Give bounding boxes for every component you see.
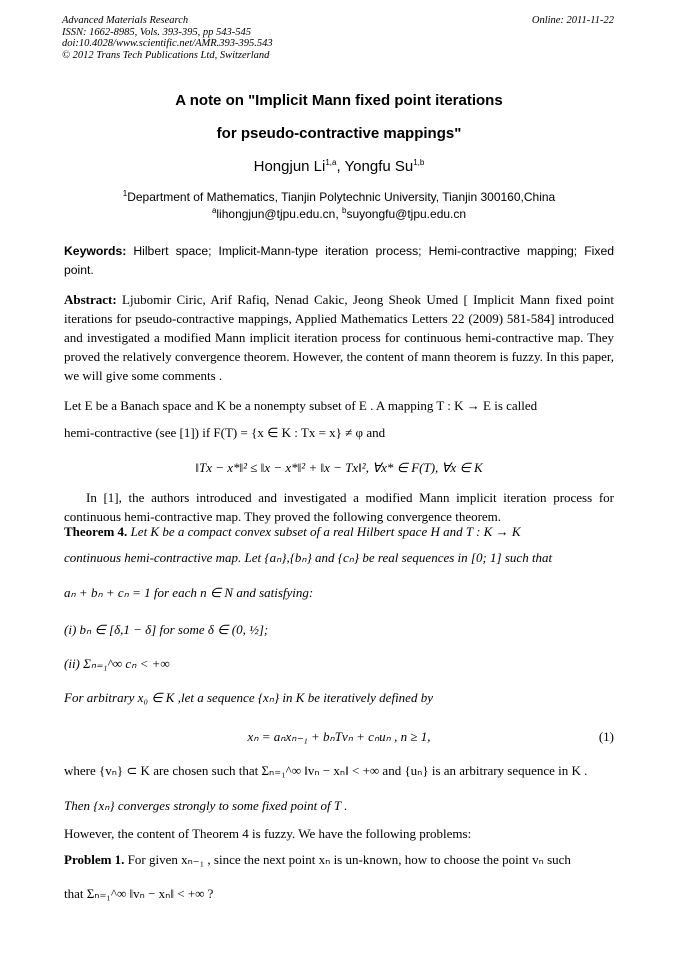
keywords — [64, 242, 614, 280]
emails-line — [0, 207, 678, 221]
abstract-label: Abstract: — [64, 292, 117, 307]
affiliation-sup: 1 — [122, 189, 128, 198]
online-date: Online: 2011-11-22 — [531, 15, 614, 26]
where-line: where {vₙ} ⊂ K are chosen such that Σₙ₌₁^∞ ‖vₙ − xₙ‖ < +∞ and {uₙ} is an arbitrary sequence in K . — [64, 763, 588, 778]
keywords-text: Hilbert space; Implicit-Mann-type iteration process; Hemi-contractive mapping; Fixed point. — [64, 244, 614, 277]
author-separator: , — [336, 158, 345, 175]
theorem-line-1 — [64, 524, 521, 540]
then-line: Then {xₙ} converges strongly to some fixed point of T . — [64, 798, 348, 813]
title-line-1: A note on "Implicit Mann fixed point iterations — [175, 92, 503, 109]
theorem-line-3: aₙ + bₙ + cₙ = 1 for each n ∈ N and satisfying: — [64, 585, 314, 600]
problem-1-line-1 — [64, 852, 571, 868]
email-b-sup: b — [342, 206, 347, 215]
email-b: suyongfu@tjpu.edu.cn — [346, 207, 467, 221]
abstract — [64, 290, 614, 385]
body-para-2: In [1], the authors introduced and investigated a modified Mann implicit iteration process for continuous hemi-contractive map. They proved the following convergence theorem. — [64, 490, 614, 524]
keywords-label: Keywords: — [64, 244, 127, 258]
arbitrary-line: For arbitrary x₀ ∈ K ,let a sequence {xₙ} in K be iteratively defined by — [64, 690, 433, 705]
condition-ii: (ii) Σₙ₌₁^∞ cₙ < +∞ — [64, 656, 170, 671]
problem-1-line-2: that Σₙ₌₁^∞ ‖vₙ − xₙ‖ < +∞ ? — [64, 886, 214, 901]
affiliation-line — [0, 190, 678, 204]
copyright-line: © 2012 Trans Tech Publications Ltd, Switzerland — [62, 49, 270, 61]
problem-label: Problem 1. — [64, 852, 125, 867]
email-a-sup: a — [211, 206, 217, 215]
author-2-sup: 1,b — [413, 158, 425, 167]
doi-line: doi:10.4028/www.scientific.net/AMR.393-395.543 — [62, 38, 273, 49]
hemi-contractive-inequality: ‖Tx − x*‖² ≤ ‖x − x*‖² + ‖x − Tx‖², ∀x* ∈ F(T), ∀x ∈ K — [195, 460, 483, 475]
title-line-2: for pseudo-contractive mappings" — [216, 125, 462, 142]
theorem-line-2: continuous hemi-contractive map. Let {aₙ},{bₙ} and {cₙ} be real sequences in [0; 1] such that — [64, 550, 553, 565]
email-a: lihongjun@tjpu.edu.cn, — [216, 207, 342, 221]
author-1: Hongjun Li — [253, 158, 326, 175]
theorem-label: Theorem 4. — [64, 524, 128, 539]
author-2: Yongfu Su — [344, 158, 414, 175]
however-line: However, the content of Theorem 4 is fuzzy. We have the following problems: — [64, 826, 472, 841]
author-1-sup: 1,a — [325, 158, 337, 167]
condition-i: (i) bₙ ∈ [δ,1 − δ] for some δ ∈ (0, ½]; — [64, 622, 269, 637]
body-para-1: Let E be a Banach space and K be a nonempty subset of E . A mapping T : K → E is called — [64, 398, 538, 413]
problem-text-1: For given xₙ₋₁ , since the next point xₙ is un-known, how to choose the point vₙ such — [124, 852, 571, 867]
equation-1: xₙ = aₙxₙ₋₁ + bₙTvₙ + cₙuₙ , n ≥ 1, — [247, 729, 431, 744]
affiliation-text: Department of Mathematics, Tianjin Polytechnic University, Tianjin 300160,China — [127, 190, 556, 204]
abstract-text: Ljubomir Ciric, Arif Rafiq, Nenad Cakic, Jeong Sheok Umed [ Implicit Mann fixed point iterations for pseudo-contractive mappings, Applied Mathematics Letters 22 (2009) 581-584] introduced and investigated a modified Mann implicit iteration process for continuous hemi-contractive map. They proved the relatively convergence theorem. However, the content of mann theorem is fuzzy. In this paper, we will give some comments . — [64, 292, 614, 383]
authors — [0, 158, 678, 175]
journal-name: Advanced Materials Research — [62, 15, 189, 26]
journal-header — [62, 15, 273, 61]
body-para-1b: hemi-contractive (see [1]) if F(T) = {x ∈ K : Tx = x} ≠ φ and — [64, 425, 386, 440]
equation-1-number: (1) — [598, 729, 614, 744]
issn-line: ISSN: 1662-8985, Vols. 393-395, pp 543-545 — [62, 26, 251, 38]
theorem-text-1: Let K be a compact convex subset of a real Hilbert space H and T : K → K — [127, 524, 521, 539]
